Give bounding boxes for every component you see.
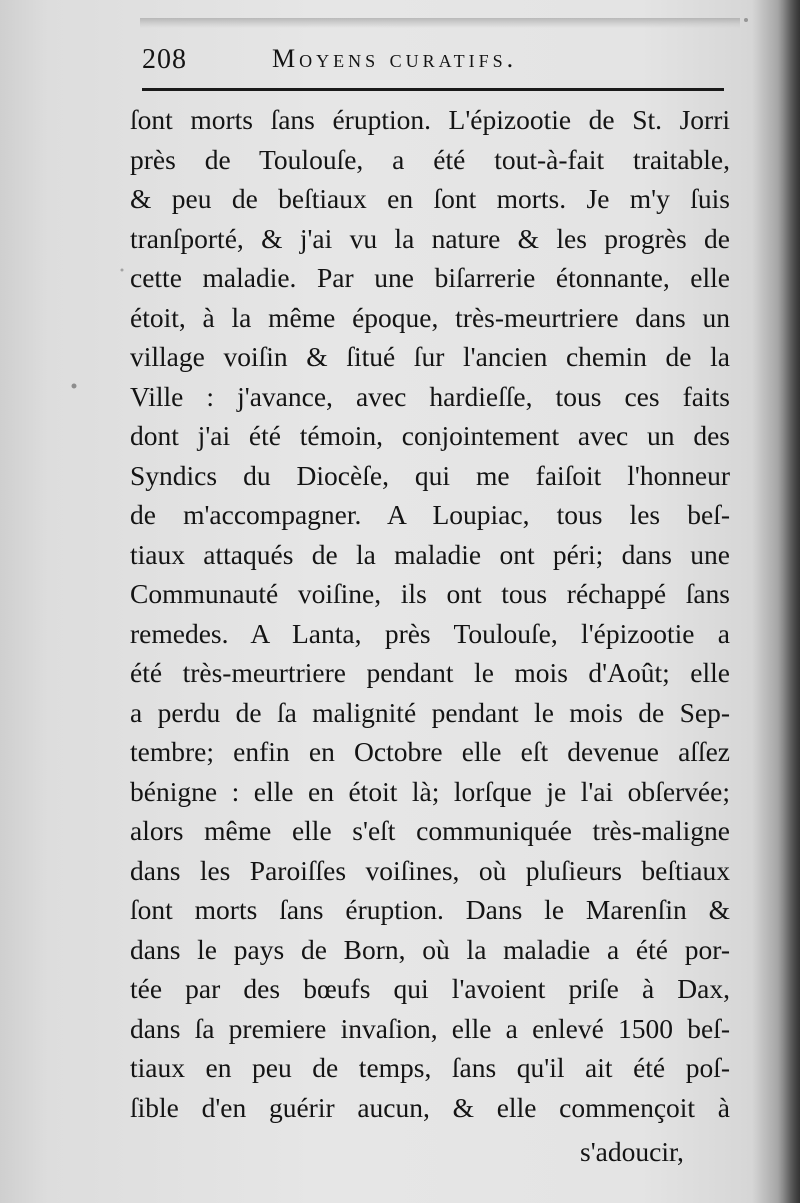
text-line: cette maladie. Par une biſarrerie étonnante, elle <box>130 262 730 293</box>
text-line: a perdu de ſa malignité pendant le mois de Sep- <box>130 696 730 728</box>
page-number: 208 <box>142 44 187 75</box>
header-rule <box>142 88 724 91</box>
spine-shadow <box>778 0 800 1203</box>
text-line: tranſporté, & j'ai vu la nature & les progrès de <box>130 222 730 254</box>
text-line: dans ſa premiere invaſion, elle a enlevé 1500 beſ- <box>130 1012 730 1044</box>
text-line: été très-meurtriere pendant le mois d'Août; elle <box>130 657 730 688</box>
text-line: tée par des bœufs qui l'avoient priſe à Dax, <box>130 973 730 1004</box>
text-line: bénigne : elle en étoit là; lorſque je l'ai obſervée; <box>130 775 730 807</box>
paper-speck <box>744 18 748 22</box>
text-line: village voiſin & ſitué ſur l'ancien chemin de la <box>130 341 730 372</box>
text-line: tembre; enfin en Octobre elle eſt devenue aſſez <box>130 736 730 767</box>
text-line: dont j'ai été témoin, conjointement avec un des <box>130 420 730 451</box>
text-line: tiaux en peu de temps, ſans qu'il ait été poſ- <box>130 1052 730 1083</box>
text-line: dans le pays de Born, où la maladie a été por- <box>130 933 730 965</box>
text-line: étoit, à la même époque, très-meurtriere dans un <box>130 301 730 333</box>
text-line: Ville : j'avance, avec hardieſſe, tous ces faits <box>130 380 730 412</box>
text-line: ſible d'en guérir aucun, & elle commençoit à <box>130 1091 730 1123</box>
page-header <box>142 44 730 80</box>
running-head: Moyens curatifs. <box>272 44 518 73</box>
text-line: ſont morts ſans éruption. L'épizootie de St. Jorri <box>130 104 730 135</box>
text-line: & peu de beſtiaux en ſont morts. Je m'y ſuis <box>130 183 730 214</box>
text-line: ſont morts ſans éruption. Dans le Marenſin & <box>130 894 730 925</box>
text-line: tiaux attaqués de la maladie ont péri; dans une <box>130 538 730 570</box>
text-line: Syndics du Diocèſe, qui me faiſoit l'honneur <box>130 459 730 491</box>
text-line: remedes. A Lanta, près Toulouſe, l'épizootie a <box>130 617 730 649</box>
text-line: de m'accompagner. A Loupiac, tous les beſ- <box>130 499 730 530</box>
text-line: dans les Paroiſſes voiſines, où pluſieurs beſtiaux <box>130 854 730 886</box>
paper-speck <box>72 384 77 389</box>
text-line: Communauté voiſine, ils ont tous réchappé ſans <box>130 578 730 609</box>
text-line: alors même elle s'eſt communiquée très-maligne <box>130 815 730 846</box>
paper-speck <box>121 269 124 272</box>
page-top-edge <box>140 18 740 28</box>
body-text <box>130 100 730 1127</box>
text-line: près de Toulouſe, a été tout-à-fait traitable, <box>130 143 730 175</box>
catchword: s'adoucir, <box>580 1136 684 1167</box>
